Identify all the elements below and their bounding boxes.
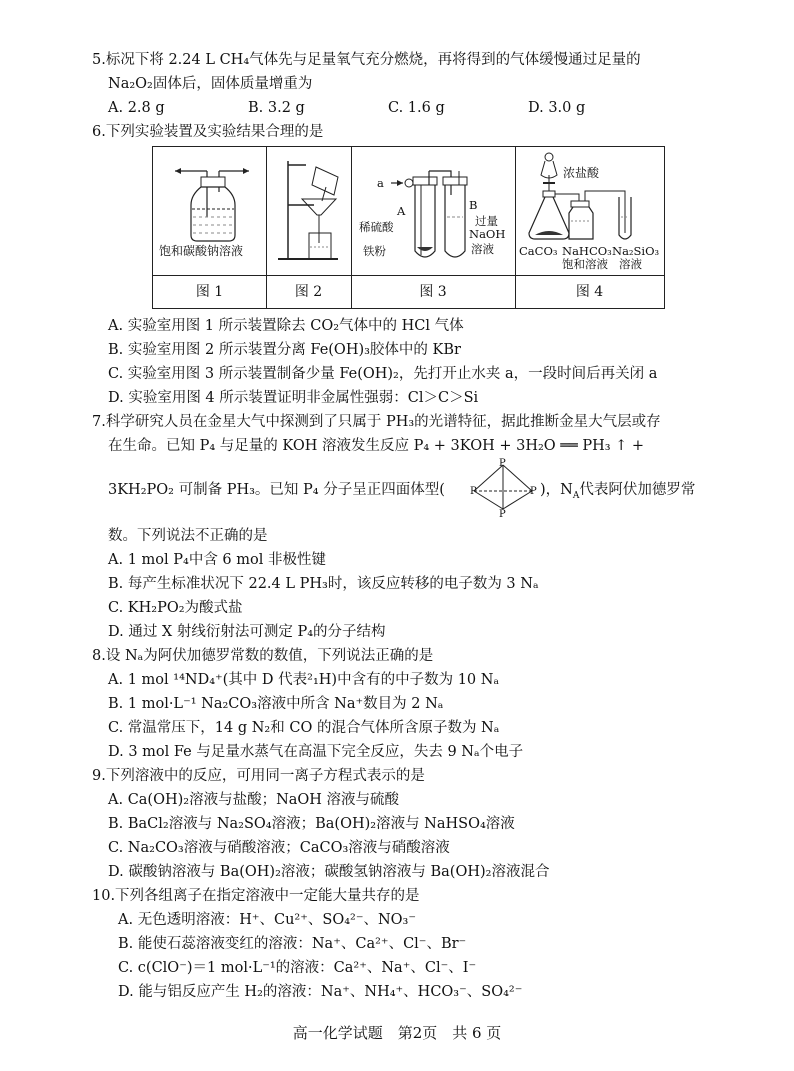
q5-option-d: D. 3.0 g: [528, 100, 586, 116]
q6-option-a: A. 实验室用图 1 所示装置除去 CO₂气体中的 HCl 气体: [108, 318, 464, 334]
fig3-naoh-line-3: 溶液: [471, 242, 494, 256]
q7-option-a: A. 1 mol P₄中含 6 mol 非极性键: [108, 552, 326, 568]
fig3-tube-b: B: [469, 198, 478, 212]
fig1-caption: 图 1: [195, 284, 224, 300]
q6-option-c: C. 实验室用图 3 所示装置制备少量 Fe(OH)₂，先打开止水夹 a，一段时间后再关闭 a: [108, 366, 658, 382]
q7-stem-line-3a: 3KH₂PO₂ 可制备 PH₃。已知 P₄ 分子呈正四面体型(: [108, 482, 445, 498]
q7-stem-line-3b: [540, 480, 695, 500]
q7-stem-line-1: 7.科学研究人员在金星大气中探测到了只属于 PH₃的光谱特征，据此推断金星大气层或存: [92, 414, 661, 430]
p4-atom-bottom: P: [499, 509, 506, 520]
q8-option-b: B. 1 mol·L⁻¹ Na₂CO₃溶液中所含 Na⁺数目为 2 Nₐ: [108, 696, 444, 712]
fig4-caco3-label: CaCO₃: [519, 244, 558, 258]
q7-stem-line-4: 数。下列说法不正确的是: [108, 528, 268, 544]
q5-option-a: A. 2.8 g: [108, 100, 165, 116]
q10-option-c: C. c(ClO⁻)＝1 mol·L⁻¹的溶液：Ca²⁺、Na⁺、Cl⁻、I⁻: [118, 960, 477, 976]
fig3-caption: 图 3: [419, 284, 447, 300]
q7-option-c: C. KH₂PO₂为酸式盐: [108, 600, 243, 616]
fig4-nahco3-line-1: NaHCO₃: [562, 244, 612, 258]
p4-atom-left: P: [470, 486, 477, 497]
page-footer: 高一化学试题 第2页 共 6 页: [292, 1024, 502, 1042]
q9-option-d: D. 碳酸钠溶液与 Ba(OH)₂溶液；碳酸氢钠溶液与 Ba(OH)₂溶液混合: [108, 864, 550, 880]
fig4-nahco3-line-2: 饱和溶液: [562, 257, 608, 271]
q8-option-d: D. 3 mol Fe 与足量水蒸气在高温下完全反应，失去 9 Nₐ个电子: [108, 744, 524, 760]
q10-stem: 10.下列各组离子在指定溶液中一定能大量共存的是: [92, 888, 420, 904]
q6-stem: 6.下列实验装置及实验结果合理的是: [92, 124, 324, 140]
q8-option-a: A. 1 mol ¹⁴ND₄⁺(其中 D 代表²₁H)中含有的中子数为 10 Nₐ: [108, 672, 500, 688]
q6-figure-table: [152, 146, 665, 309]
fig3-acid-label: 稀硫酸: [359, 220, 394, 234]
q7-option-d: D. 通过 X 射线衍射法可测定 P₄的分子结构: [108, 624, 386, 640]
q7-na-prefix: )，N: [540, 482, 573, 498]
q8-stem: 8.设 Nₐ为阿伏加德罗常数的数值，下列说法正确的是: [92, 648, 434, 664]
q5-options: [108, 98, 668, 118]
fig1-label: 饱和碳酸钠溶液: [159, 244, 244, 258]
q5-option-b: B. 3.2 g: [248, 100, 305, 116]
q10-option-d: D. 能与铝反应产生 H₂的溶液：Na⁺、NH₄⁺、HCO₃⁻、SO₄²⁻: [118, 984, 523, 1000]
q7-na-subscript: A: [572, 490, 580, 501]
q10-option-a: A. 无色透明溶液：H⁺、Cu²⁺、SO₄²⁻、NO₃⁻: [118, 912, 417, 928]
p4-atom-right: P: [530, 486, 537, 497]
q9-stem: 9.下列溶液中的反应，可用同一离子方程式表示的是: [92, 768, 425, 784]
fig3-naoh-line-2: NaOH: [469, 227, 506, 241]
fig4-hcl-label: 浓盐酸: [563, 166, 600, 180]
fig2-caption: 图 2: [294, 284, 323, 300]
q9-option-b: B. BaCl₂溶液与 Na₂SO₄溶液；Ba(OH)₂溶液与 NaHSO₄溶液: [108, 816, 515, 832]
fig3-naoh-line-1: 过量: [475, 214, 498, 228]
caption-divider: [153, 275, 664, 276]
fig4-na2sio3-line-1: Na₂SiO₃: [612, 244, 660, 258]
q7-option-b: B. 每产生标准状况下 22.4 L PH₃时，该反应转移的电子数为 3 Nₐ: [108, 576, 539, 592]
fig3-clamp-a: a: [377, 176, 384, 190]
q9-option-c: C. Na₂CO₃溶液与硝酸溶液；CaCO₃溶液与硝酸溶液: [108, 840, 450, 856]
fig4-na2sio3-line-2: 溶液: [619, 257, 642, 271]
fig3-iron-label: 铁粉: [363, 244, 386, 258]
q7-na-suffix: 代表阿伏加德罗常: [579, 482, 696, 498]
q5-option-c: C. 1.6 g: [388, 100, 445, 116]
q5-stem-line-2: Na₂O₂固体后，固体质量增重为: [108, 76, 313, 92]
q8-option-c: C. 常温常压下，14 g N₂和 CO 的混合气体所含原子数为 Nₐ: [108, 720, 500, 736]
q6-option-d: D. 实验室用图 4 所示装置证明非金属性强弱：Cl＞C＞Si: [108, 390, 479, 406]
q9-option-a: A. Ca(OH)₂溶液与盐酸；NaOH 溶液与硫酸: [108, 792, 400, 808]
q10-option-b: B. 能使石蕊溶液变红的溶液：Na⁺、Ca²⁺、Cl⁻、Br⁻: [118, 936, 467, 952]
fig4-caption: 图 4: [575, 284, 604, 300]
q7-stem-line-2: 在生命。已知 P₄ 与足量的 KOH 溶液发生反应 P₄ + 3KOH + 3H₂O ══ PH₃ ↑ +: [108, 438, 645, 454]
q6-option-b: B. 实验室用图 2 所示装置分离 Fe(OH)₃胶体中的 KBr: [108, 342, 461, 358]
q5-stem-line-1: 5.标况下将 2.24 L CH₄气体先与足量氧气充分燃烧，再将得到的气体缓慢通过足量的: [92, 52, 641, 68]
fig2-drawing: [266, 147, 351, 275]
p4-atom-top: P: [499, 458, 506, 469]
fig3-tube-a: A: [397, 204, 406, 218]
